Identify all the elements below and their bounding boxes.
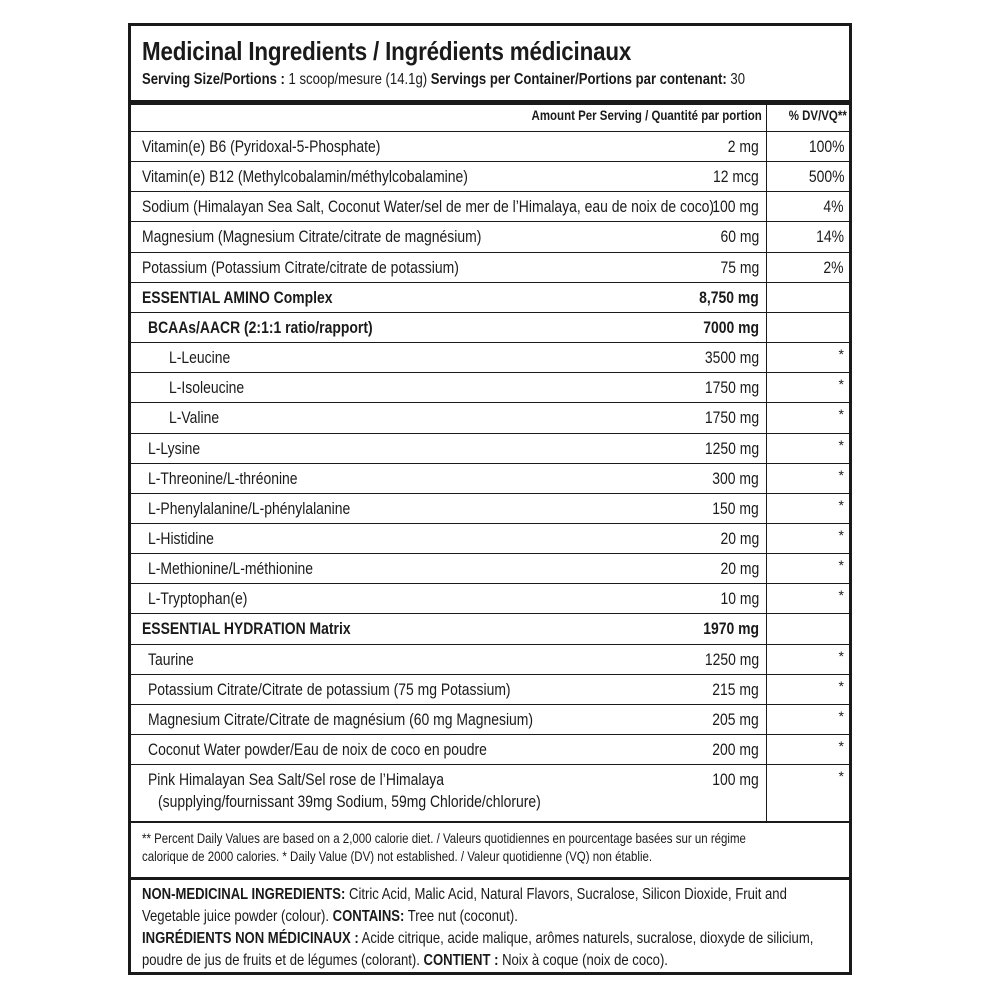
ingredient-dv: * — [838, 496, 844, 513]
ingredient-name: Pink Himalayan Sea Salt/Sel rose de l’Himalaya — [148, 770, 444, 790]
ingredient-name: Magnesium Citrate/Citrate de magnésium (60 mg Magnesium) — [148, 709, 534, 729]
contains-text-en: Tree nut (coconut). — [404, 908, 518, 925]
ingredient-amount: 2 mg — [728, 137, 759, 156]
ingredient-amount: 100 mg — [712, 197, 759, 217]
thick-rule-top — [131, 100, 849, 105]
table-row — [131, 222, 849, 251]
ingredient-dv: * — [838, 526, 844, 543]
ingredient-dv: * — [838, 647, 844, 664]
ingredient-amount: 75 mg — [720, 257, 759, 277]
ingredient-amount: 8,750 mg — [699, 287, 759, 307]
ingredient-amount: 1970 mg — [703, 619, 759, 639]
ingredient-name: Vitamin(e) B6 (Pyridoxal-5-Phosphate) — [142, 137, 381, 156]
rule-non-medicinal — [131, 877, 849, 880]
ingredient-name: L-Tryptophan(e) — [148, 589, 248, 609]
non-medicinal-ingredients-en — [142, 884, 845, 928]
ingredient-name: L-Threonine/L-thréonine — [148, 468, 298, 488]
ingredient-dv: 14% — [816, 227, 844, 247]
ingredient-amount: 20 mg — [720, 559, 759, 579]
column-header-dv: % DV/VQ** — [788, 107, 847, 123]
ingredient-name: Magnesium (Magnesium Citrate/citrate de magnésium) — [142, 227, 482, 247]
table-row — [131, 434, 849, 463]
ingredient-amount: 1250 mg — [704, 438, 759, 458]
ingredient-name: Sodium (Himalayan Sea Salt, Coconut Water/sel de mer de l’Himalaya, eau de noix de coco) — [142, 197, 715, 217]
ingredient-amount: 1750 mg — [704, 408, 759, 428]
ingredient-name-line-2: (supplying/fournissant 39mg Sodium, 59mg Chloride/chlorure) — [158, 792, 541, 812]
servings-per-container-label: Servings per Container/Portions par contenant: — [430, 71, 727, 88]
table-row — [131, 162, 849, 191]
ingredient-amount: 1250 mg — [704, 649, 759, 669]
panel-title: Medicinal Ingredients / Ingrédients médicinaux — [142, 36, 632, 66]
contains-label-fr: CONTIENT : — [423, 952, 499, 969]
ingredient-name: BCAAs/AACR (2:1:1 ratio/rapport) — [148, 317, 373, 337]
ingredient-dv: 100% — [808, 137, 844, 156]
ingredient-amount: 205 mg — [712, 709, 759, 729]
ingredient-amount: 215 mg — [712, 679, 759, 699]
table-row — [131, 705, 849, 734]
table-row — [131, 494, 849, 523]
ingredient-dv: * — [838, 436, 844, 453]
ingredient-name: Potassium (Potassium Citrate/citrate de potassium) — [142, 257, 459, 277]
contains-label-en: CONTAINS: — [332, 908, 405, 925]
column-header-amount: Amount Per Serving / Quantité par portion — [531, 107, 762, 123]
ingredient-name: Taurine — [148, 649, 194, 669]
ingredient-dv: * — [838, 376, 844, 393]
non-medicinal-text-fr: Acide citrique, acide malique, arômes naturels, sucralose, dioxyde de silicium, poudre de jus de fruits et de légumes (colorant). — [142, 930, 814, 969]
non-medicinal-label-fr: INGRÉDIENTS NON MÉDICINAUX : — [142, 930, 359, 947]
ingredient-name: ESSENTIAL HYDRATION Matrix — [142, 619, 351, 639]
ingredient-name: Vitamin(e) B12 (Methylcobalamin/méthylcobalamine) — [142, 167, 468, 187]
ingredient-dv: 2% — [823, 257, 844, 277]
table-row — [131, 343, 849, 372]
footnote-line-1: ** Percent Daily Values are based on a 2,000 calorie diet. / Valeurs quotidiennes en pourcentage basées sur un régime — [142, 830, 746, 846]
ingredient-dv: * — [838, 466, 844, 483]
table-row — [131, 464, 849, 493]
table-row — [131, 645, 849, 674]
ingredient-dv: * — [838, 587, 844, 604]
ingredient-dv: 500% — [808, 167, 844, 187]
ingredient-name: L-Phenylalanine/L-phénylalanine — [148, 498, 351, 518]
serving-info — [142, 71, 745, 89]
table-row — [131, 554, 849, 583]
ingredient-amount: 100 mg — [712, 770, 759, 790]
ingredient-name: L-Histidine — [148, 528, 214, 548]
ingredient-amount: 7000 mg — [703, 317, 759, 337]
table-row — [131, 675, 849, 704]
table-row — [131, 584, 849, 613]
table-row — [131, 253, 849, 282]
ingredient-amount: 3500 mg — [704, 348, 759, 368]
table-row — [131, 765, 849, 819]
ingredient-name: Potassium Citrate/Citrate de potassium (75 mg Potassium) — [148, 679, 511, 699]
ingredient-amount: 1750 mg — [704, 378, 759, 398]
ingredient-name: L-Isoleucine — [169, 378, 245, 398]
ingredient-name: L-Methionine/L-méthionine — [148, 559, 314, 579]
contains-text-fr: Noix à coque (noix de coco). — [498, 952, 668, 969]
supplement-facts-panel — [128, 23, 852, 975]
table-row — [131, 192, 849, 221]
table-row — [131, 614, 849, 643]
non-medicinal-ingredients-fr — [142, 928, 845, 972]
table-row — [131, 313, 849, 342]
ingredient-name: L-Valine — [169, 408, 220, 428]
ingredient-amount: 60 mg — [720, 227, 759, 247]
servings-per-container-value: 30 — [730, 71, 745, 88]
ingredient-dv: * — [838, 346, 844, 363]
ingredient-name: L-Leucine — [169, 348, 231, 368]
ingredient-amount: 200 mg — [712, 740, 759, 759]
footnote-line-2: calorique de 2000 calories. * Daily Value (DV) not established. / Valeur quotidienne (VQ) non établie. — [142, 848, 653, 864]
ingredient-dv: * — [838, 557, 844, 574]
table-row — [131, 283, 849, 312]
ingredient-dv: 4% — [823, 197, 844, 217]
serving-size-value: 1 scoop/mesure (14.1g) — [288, 71, 428, 88]
ingredient-amount: 20 mg — [720, 528, 759, 548]
ingredient-dv: * — [838, 738, 844, 754]
ingredient-name: ESSENTIAL AMINO Complex — [142, 287, 333, 307]
ingredient-dv: * — [838, 707, 844, 724]
column-separator — [766, 105, 767, 821]
ingredient-amount: 300 mg — [712, 468, 759, 488]
ingredient-amount: 12 mcg — [713, 167, 759, 187]
rule-footnote — [131, 821, 849, 823]
table-row — [131, 132, 849, 161]
ingredient-amount: 10 mg — [720, 589, 759, 609]
ingredient-name: Coconut Water powder/Eau de noix de coco en poudre — [148, 740, 487, 759]
ingredient-dv: * — [838, 406, 844, 423]
table-row — [131, 735, 849, 764]
table-row — [131, 403, 849, 432]
non-medicinal-text-en: Citric Acid, Malic Acid, Natural Flavors, Sucralose, Silicon Dioxide, Fruit and Vegetable juice powder (colour). — [142, 886, 787, 925]
table-row — [131, 373, 849, 402]
ingredient-name: L-Lysine — [148, 438, 201, 458]
serving-size-label: Serving Size/Portions : — [142, 71, 285, 88]
non-medicinal-label-en: NON-MEDICINAL INGREDIENTS: — [142, 886, 346, 903]
ingredient-amount: 150 mg — [712, 498, 759, 518]
table-row — [131, 524, 849, 553]
ingredient-dv: * — [838, 677, 844, 694]
ingredient-dv: * — [838, 768, 844, 785]
